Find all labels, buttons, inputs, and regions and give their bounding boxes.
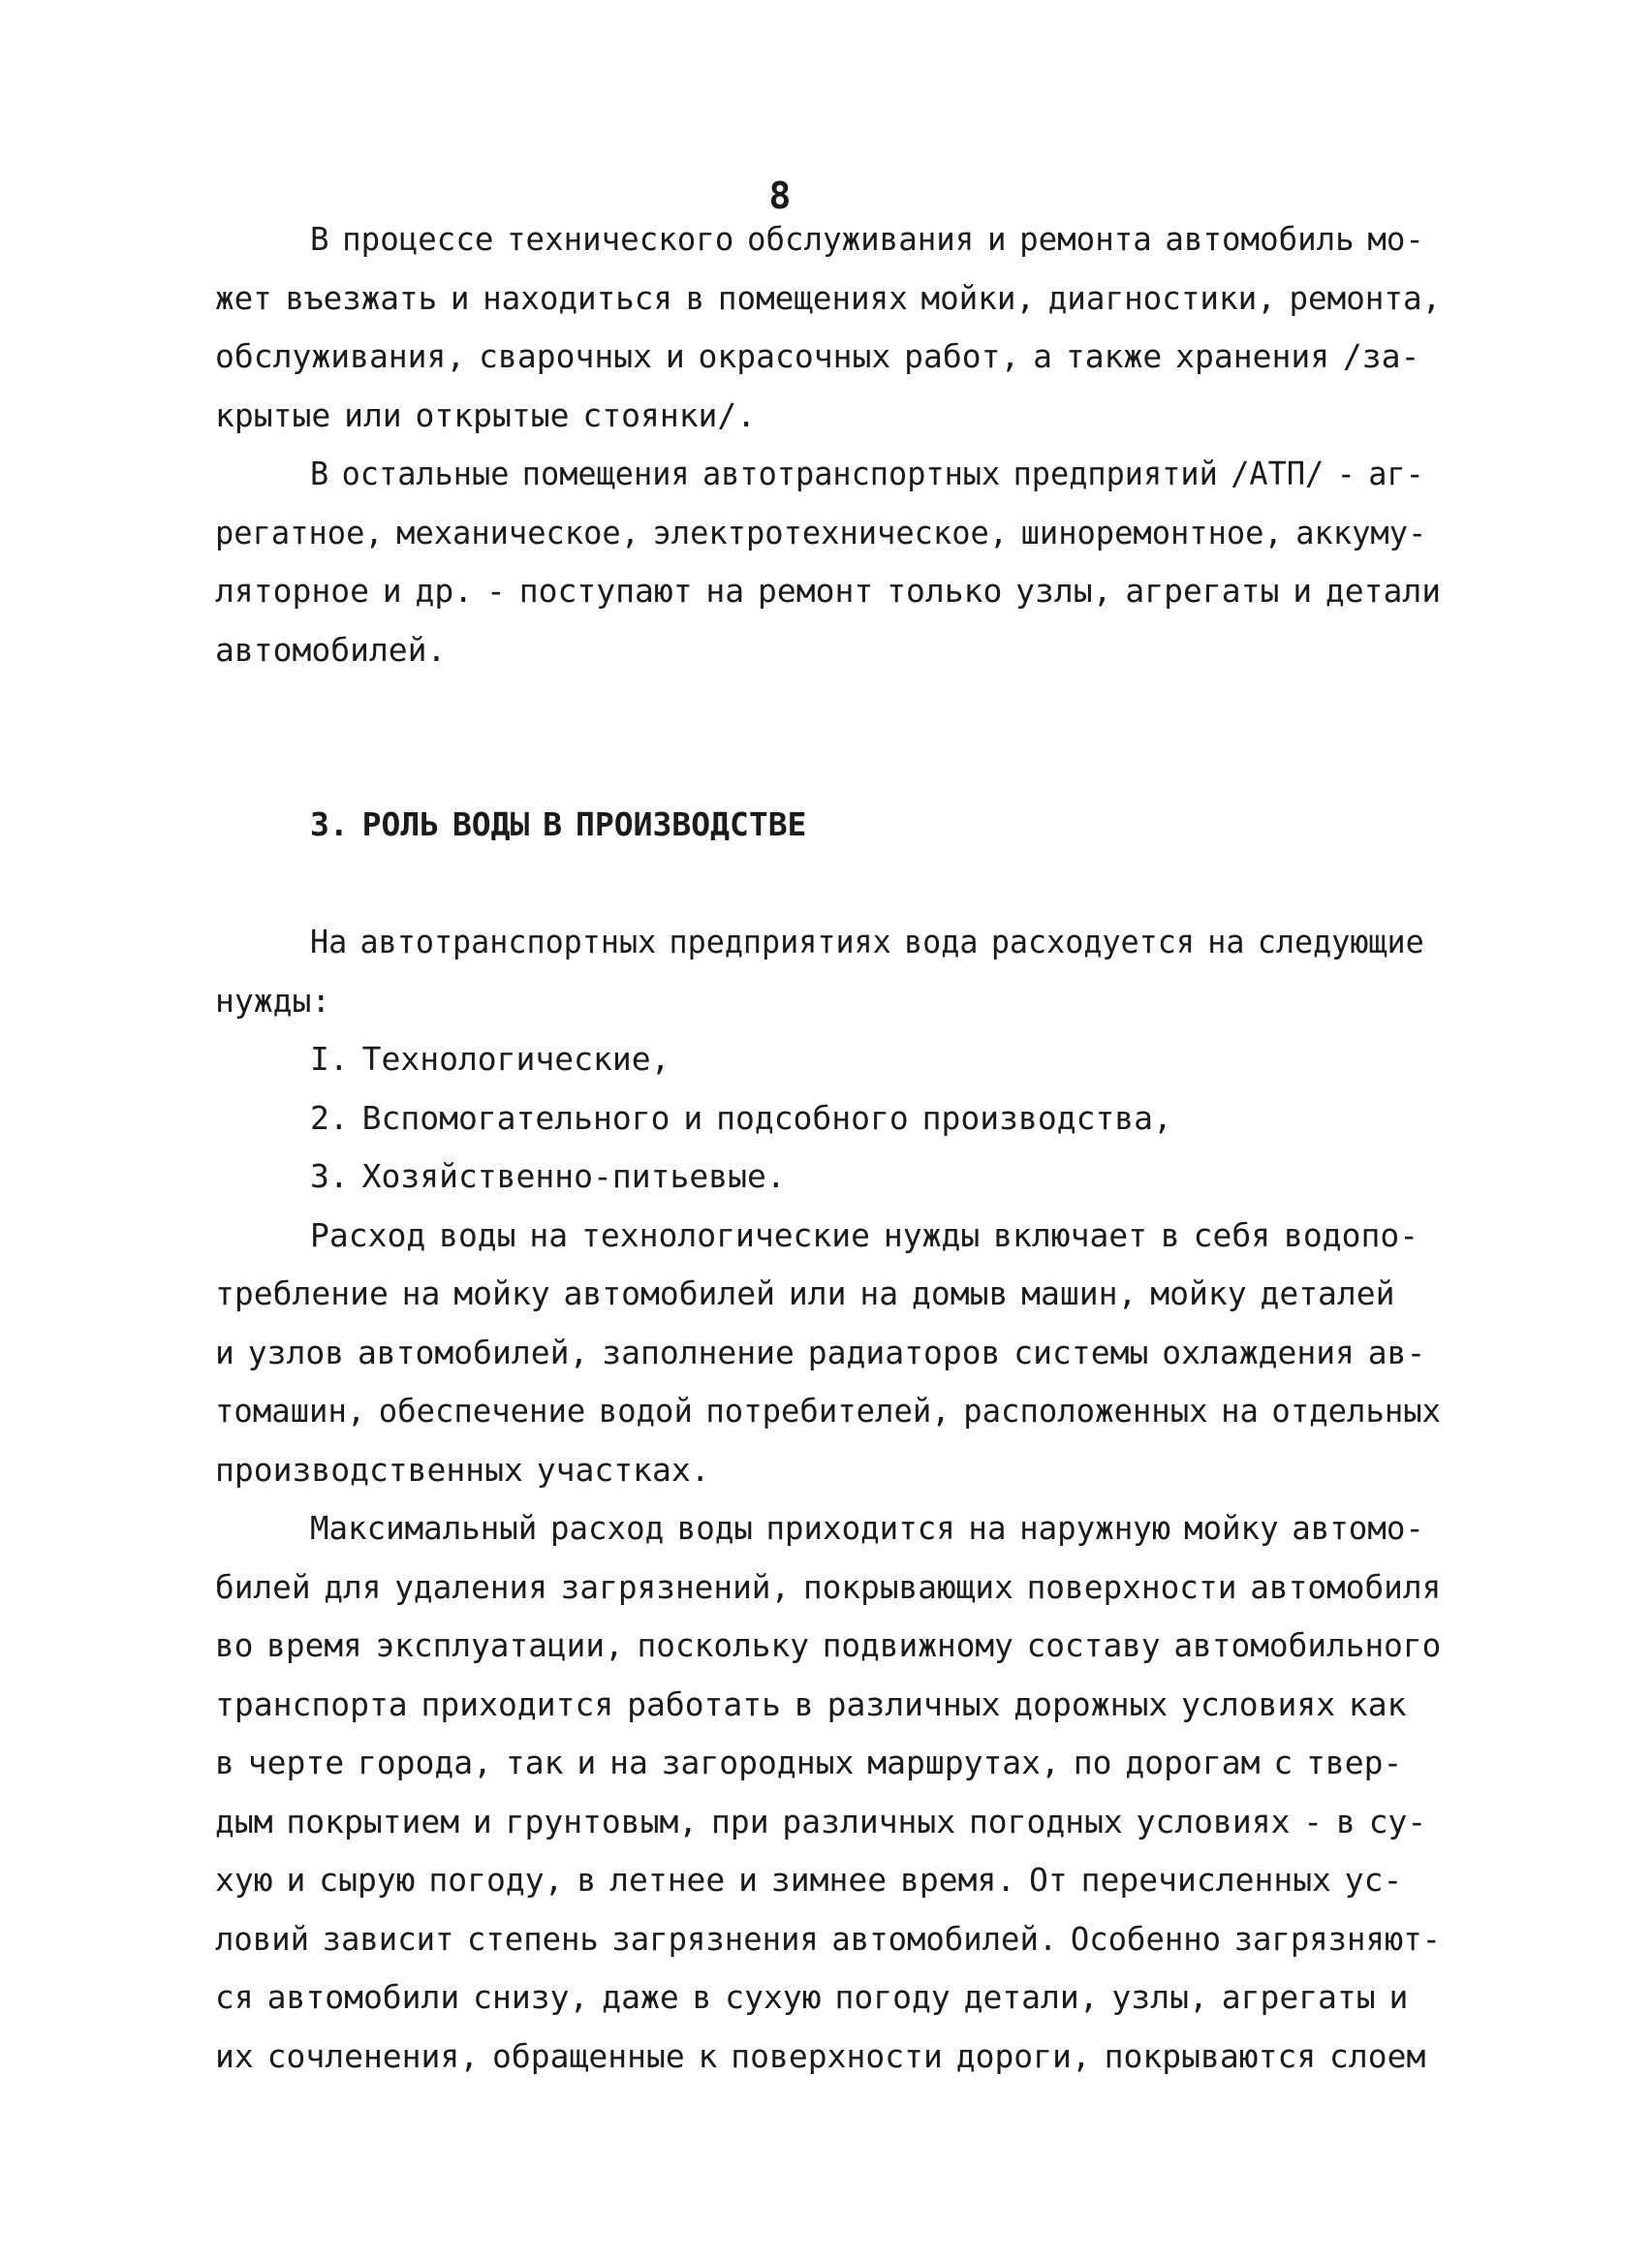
paragraph-line: автомобилей. [215,631,447,669]
paragraph-line: билей для удаления загрязнений, покрывающих поверхности автомобиля [215,1568,1442,1606]
paragraph-line: регатное, механическое, электротехническое, шиноремонтное, аккуму- [215,514,1427,551]
paragraph-line: ловий зависит степень загрязнения автомобилей. Особенно загрязняют- [215,1920,1442,1958]
paragraph-line: На автотранспортных предприятиях вода расходуется на следующие [310,923,1424,960]
paragraph-line: В процессе технического обслуживания и ремонта автомобиль мо- [310,220,1424,258]
paragraph-line: нужды: [215,982,331,1020]
paragraph-line: обслуживания, сварочных и окрасочных работ, а также хранения /за- [215,337,1420,375]
paragraph-line: ляторное и др. - поступают на ремонт только узлы, агрегаты и детали [215,572,1442,610]
paragraph-line: их сочленения, обращенные к поверхности дороги, покрываются слоем [215,2037,1426,2075]
paragraph-line: ся автомобили снизу, даже в сухую погоду детали, узлы, агрегаты и [215,1978,1409,2016]
paragraph-line: Максимальный расход воды приходится на наружную мойку автомо- [310,1509,1424,1547]
paragraph-line: жет въезжать и находиться в помещениях мойки, диагностики, ремонта, [215,279,1442,317]
section-heading: 3. РОЛЬ ВОДЫ В ПРОИЗВОДСТВЕ [310,805,807,843]
paragraph-line: хую и сырую погоду, в летнее и зимнее время. От перечисленных ус- [215,1861,1403,1899]
page-number: 8 [768,174,792,217]
paragraph-line: во время эксплуатации, поскольку подвижному составу автомобильного [215,1626,1442,1664]
paragraph-line: в черте города, так и на загородных маршрутах, по дорогам с твер- [215,1744,1403,1781]
paragraph-line: дым покрытием и грунтовым, при различных погодных условиях - в су- [215,1803,1427,1840]
paragraph-line: производственных участках. [215,1451,710,1489]
paragraph-line: и узлов автомобилей, заполнение радиаторов системы охлаждения ав- [215,1334,1426,1371]
paragraph-line: крытые или открытые стоянки/. [215,396,757,434]
paragraph-line: транспорта приходится работать в различных дорожных условиях как [215,1685,1407,1723]
paragraph-line: требление на мойку автомобилей или на домыв машин, мойку деталей [215,1274,1395,1312]
list-item: 2. Вспомогательного и подсобного производства, [310,1099,1172,1137]
paragraph-line: Расход воды на технологические нужды включает в себя водопо- [310,1216,1419,1254]
list-item: 3. Хозяйственно-питьевые. [310,1157,786,1195]
list-item: I. Технологические, [310,1040,670,1078]
paragraph-line: томашин, обеспечение водой потребителей, расположенных на отдельных [215,1392,1442,1430]
paragraph-line: В остальные помещения автотранспортных предприятий /АТП/ - аг- [310,455,1424,492]
